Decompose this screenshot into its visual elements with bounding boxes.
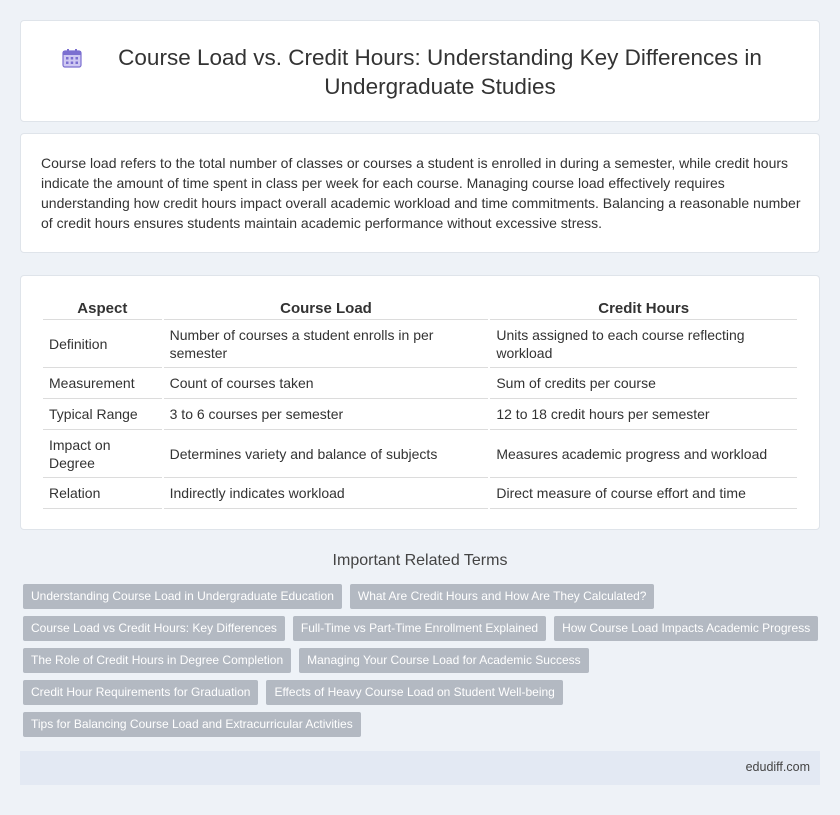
related-term-link[interactable]: Course Load vs Credit Hours: Key Differences bbox=[23, 616, 285, 641]
row-credit-hours: Direct measure of course effort and time bbox=[490, 478, 797, 509]
page-title: Course Load vs. Credit Hours: Understanding Key Differences in Undergraduate Studies bbox=[118, 45, 762, 99]
related-term-link[interactable]: What Are Credit Hours and How Are They Calculated? bbox=[350, 584, 655, 609]
footer bbox=[20, 751, 820, 785]
row-course-load: 3 to 6 courses per semester bbox=[164, 399, 489, 430]
table-row bbox=[43, 478, 797, 509]
table-row bbox=[43, 320, 797, 368]
row-credit-hours: Units assigned to each course reflecting workload bbox=[490, 320, 797, 368]
table-row bbox=[43, 430, 797, 478]
related-term-link[interactable]: Credit Hour Requirements for Graduation bbox=[23, 680, 258, 705]
row-aspect: Relation bbox=[43, 478, 162, 509]
related-term-link[interactable]: The Role of Credit Hours in Degree Completion bbox=[23, 648, 291, 673]
related-term-link[interactable]: Full-Time vs Part-Time Enrollment Explained bbox=[293, 616, 546, 641]
header-credit-hours: Credit Hours bbox=[490, 296, 797, 320]
related-term-link[interactable]: Tips for Balancing Course Load and Extracurricular Activities bbox=[23, 712, 361, 737]
row-course-load: Indirectly indicates workload bbox=[164, 478, 489, 509]
intro-card bbox=[20, 133, 820, 253]
row-credit-hours: 12 to 18 credit hours per semester bbox=[490, 399, 797, 430]
intro-paragraph: Course load refers to the total number of classes or courses a student is enrolled in during a semester, while credit hours indicate the amount of time spent in class per week for each course. Managing course load effectively requires understanding how credit hours impact overall academic workload and time commitments. Balancing a reasonable number of credit hours ensures students maintain academic performance without excessive stress. bbox=[41, 155, 801, 231]
related-terms-heading: Important Related Terms bbox=[332, 552, 508, 569]
comparison-table bbox=[41, 296, 799, 509]
row-course-load: Count of courses taken bbox=[164, 368, 489, 399]
table-row bbox=[43, 399, 797, 430]
title-card bbox=[20, 20, 820, 122]
footer-brand[interactable]: edudiff.com bbox=[745, 760, 810, 774]
related-term-link[interactable]: How Course Load Impacts Academic Progress bbox=[554, 616, 818, 641]
header-aspect: Aspect bbox=[43, 296, 162, 320]
related-term-link[interactable]: Managing Your Course Load for Academic Success bbox=[299, 648, 589, 673]
comparison-card bbox=[20, 275, 820, 530]
row-aspect: Measurement bbox=[43, 368, 162, 399]
related-term-link[interactable]: Understanding Course Load in Undergraduate Education bbox=[23, 584, 342, 609]
row-credit-hours: Measures academic progress and workload bbox=[490, 430, 797, 478]
row-aspect: Typical Range bbox=[43, 399, 162, 430]
related-terms-list bbox=[23, 584, 818, 744]
row-aspect: Definition bbox=[43, 320, 162, 368]
row-credit-hours: Sum of credits per course bbox=[490, 368, 797, 399]
row-course-load: Determines variety and balance of subjects bbox=[164, 430, 489, 478]
related-term-link[interactable]: Effects of Heavy Course Load on Student Well-being bbox=[266, 680, 562, 705]
table-header-row bbox=[43, 296, 797, 320]
table-row bbox=[43, 368, 797, 399]
row-course-load: Number of courses a student enrolls in per semester bbox=[164, 320, 489, 368]
header-course-load: Course Load bbox=[164, 296, 489, 320]
row-aspect: Impact on Degree bbox=[43, 430, 162, 478]
